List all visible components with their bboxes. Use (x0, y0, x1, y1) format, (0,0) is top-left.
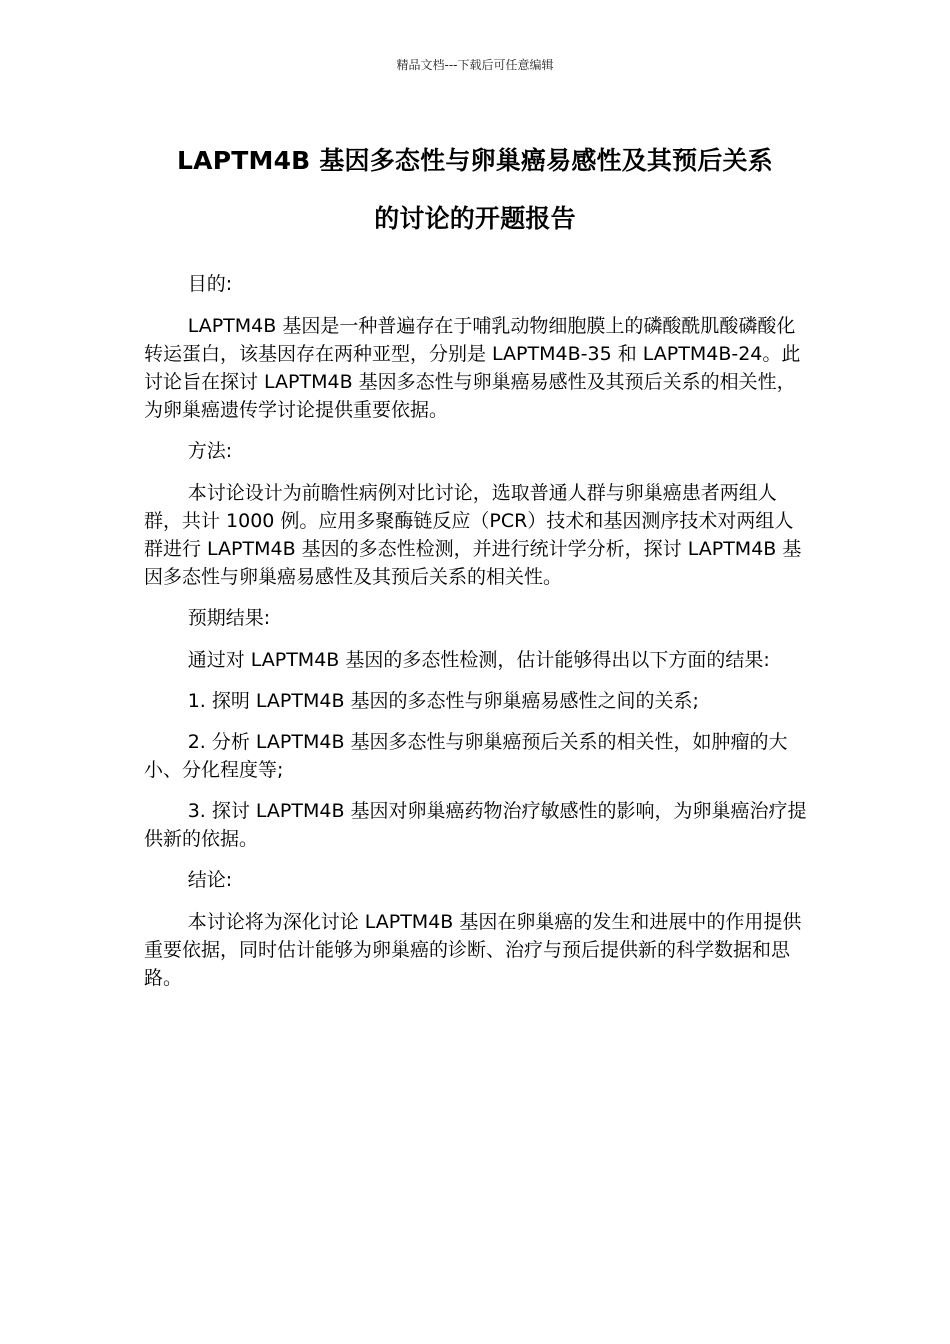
results-intro: 通过对 LAPTM4B 基因的多态性检测，估计能够得出以下方面的结果: (187, 649, 770, 671)
conclusion-paragraph: 本讨论将为深化讨论 LAPTM4B 基因在卵巢癌的发生和进展中的作用提供重要依据，同时估计能够为卵巢癌的诊断、治疗与预后提供新的科学数据和思路。 (144, 911, 802, 989)
results-item-2: 2. 分析 LAPTM4B 基因多态性与卵巢癌预后关系的相关性，如肿瘤的大小、分化程度等; (144, 731, 788, 781)
title-line-2: 的讨论的开题报告 (374, 204, 576, 233)
results-label: 预期结果: (187, 607, 271, 629)
document-title (130, 132, 820, 248)
header-note: 精品文档---下载后可任意编辑 (396, 58, 554, 72)
method-label: 方法: (187, 440, 233, 462)
title-line-1: LAPTM4B 基因多态性与卵巢癌易感性及其预后关系 (177, 146, 773, 175)
purpose-paragraph: LAPTM4B 基因是一种普遍存在于哺乳动物细胞膜上的磷酸酰肌酸磷酸化转运蛋白，该基因存在两种亚型，分别是 LAPTM4B-35 和 LAPTM4B-24。此讨论旨在探讨 LAPTM4B 基因多态性与卵巢癌易感性及其预后关系的相关性，为卵巢癌遗传学讨论提供重要依据。 (144, 315, 801, 421)
conclusion-label: 结论: (187, 869, 233, 891)
method-paragraph: 本讨论设计为前瞻性病例对比讨论，选取普通人群与卵巢癌患者两组人群，共计 1000 例。应用多聚酶链反应（PCR）技术和基因测序技术对两组人群进行 LAPTM4B 基因的多态性检测，并进行统计学分析，探讨 LAPTM4B 基因多态性与卵巢癌易感性及其预后关系的相关性。 (144, 482, 802, 588)
results-item-1: 1. 探明 LAPTM4B 基因的多态性与卵巢癌易感性之间的关系; (187, 690, 699, 712)
document-body (144, 270, 809, 1005)
results-item-3: 3. 探讨 LAPTM4B 基因对卵巢癌药物治疗敏感性的影响，为卵巢癌治疗提供新的依据。 (144, 800, 807, 850)
purpose-label: 目的: (187, 273, 233, 295)
